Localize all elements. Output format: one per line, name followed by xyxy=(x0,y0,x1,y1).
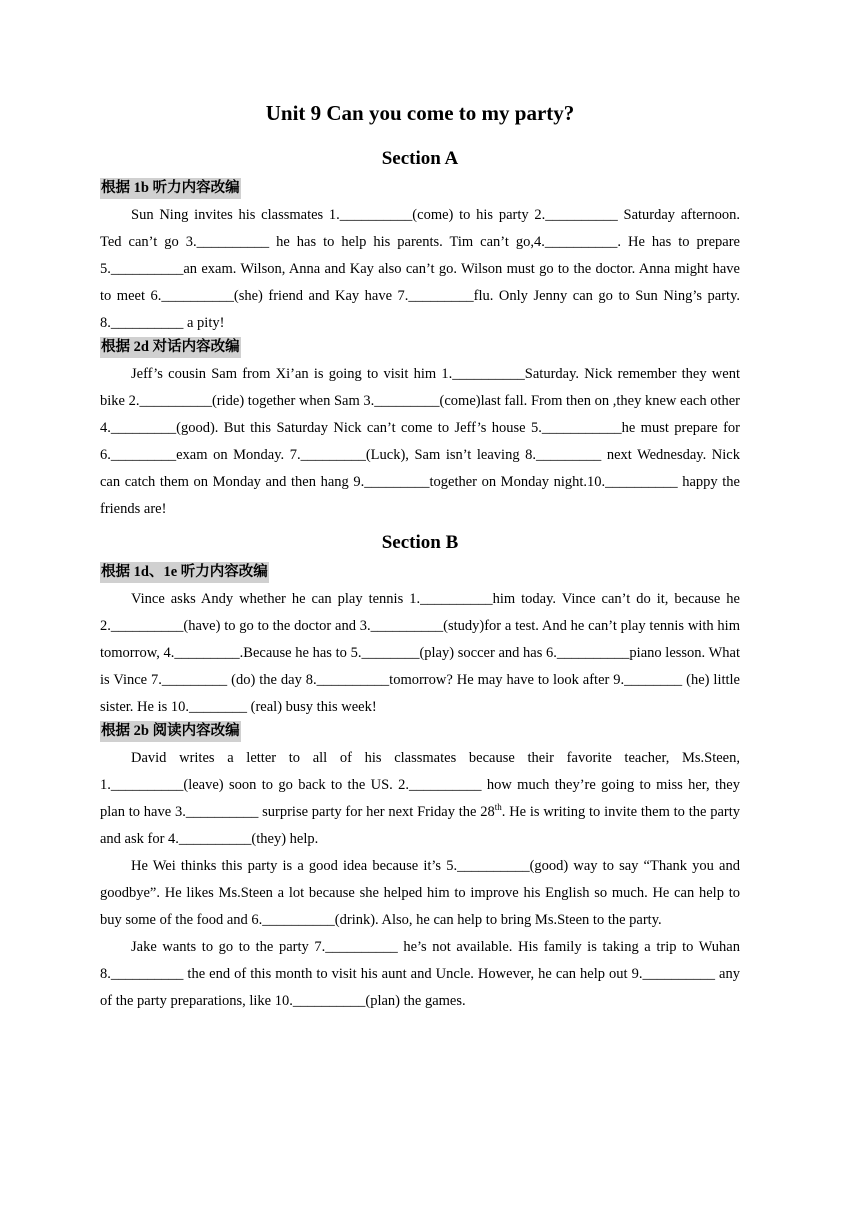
section-a-part2-text: Jeff’s cousin Sam from Xi’an is going to visit him 1.__________Saturday. Nick remember they went bike 2.__________(ride) together when Sam 3._________(come)last fall. From then on ,they knew each other 4._________(good). But this Saturday Nick can’t come to Jeff’s house 5.___________he must prepare for 6._________exam on Monday. 7._________(Luck), Sam isn’t leaving 8._________ next Wednesday. Nick can catch them on Monday and then hang 9._________together on Monday night.10.__________ happy the friends are! xyxy=(100,366,740,517)
section-b-part2-p1-before: David writes a letter to all of his classmates because their favorite teacher, Ms.Steen, 1.__________(leave) soon to go back to the US. 2.__________ how much they’re going to miss her, they plan to have 3.__________ surprise party for her next Friday the 28 xyxy=(100,750,740,820)
section-a-part2-tag: 根据 2d 对话内容改编 xyxy=(100,337,241,358)
page-title: Unit 9 Can you come to my party? xyxy=(265,101,575,125)
section-a-part1-tag: 根据 1b 听力内容改编 xyxy=(100,178,241,199)
section-b-part1 xyxy=(100,562,740,721)
section-b-part2-p1-after: . He is writing to invite them to the party and ask for 4.__________(they) help. xyxy=(100,804,740,847)
section-a-part1 xyxy=(100,178,740,337)
section-a-part2 xyxy=(100,337,740,523)
section-a-heading: Section A xyxy=(381,148,459,169)
section-a-part1-text: Sun Ning invites his classmates 1.__________(come) to his party 2.__________ Saturday afternoon. Ted can’t go 3.__________ he has to help his parents. Tim can’t go,4.__________. He has to prepare 5.__________an exam. Wilson, Anna and Kay also can’t go. Wilson must go to the doctor. Anna might have to meet 6.__________(she) friend and Kay have 7._________flu. Only Jenny can go to Sun Ning’s party. 8.__________ a pity! xyxy=(100,207,740,331)
section-b-heading: Section B xyxy=(381,532,459,553)
section-b-part2-p1-sup: th xyxy=(494,802,502,813)
section-b-part1-text: Vince asks Andy whether he can play tennis 1.__________him today. Vince can’t do it, because he 2.__________(have) to go to the doctor and 3.__________(study)for a test. And he can’t play tennis with him tomorrow, 4._________.Because he has to 5.________(play) soccer and has 6.__________piano lesson. What is Vince 7._________ (do) the day 8.__________tomorrow? He may have to look after 9.________ (he) little sister. He is 10.________ (real) busy this week! xyxy=(100,591,740,715)
section-b-part2-paragraph-3: Jake wants to go to the party 7.__________ he’s not available. His family is taking a trip to Wuhan 8.__________ the end of this month to visit his aunt and Uncle. However, he can help out 9.__________ any of the party preparations, like 10.__________(plan) the games. xyxy=(100,939,740,1009)
section-b-part2 xyxy=(100,721,740,1015)
section-b-part2-tag: 根据 2b 阅读内容改编 xyxy=(100,721,241,742)
document-content xyxy=(100,98,740,1015)
section-b-part2-paragraph-2: He Wei thinks this party is a good idea because it’s 5.__________(good) way to say “Thank you and goodbye”. He likes Ms.Steen a lot because she helped him to improve his English so much. He can help to buy some of the food and 6.__________(drink). Also, he can help to bring Ms.Steen to the party. xyxy=(100,858,740,928)
section-b-part2-paragraph-1 xyxy=(100,745,740,853)
section-b-part1-tag: 根据 1d、1e 听力内容改编 xyxy=(100,562,269,583)
